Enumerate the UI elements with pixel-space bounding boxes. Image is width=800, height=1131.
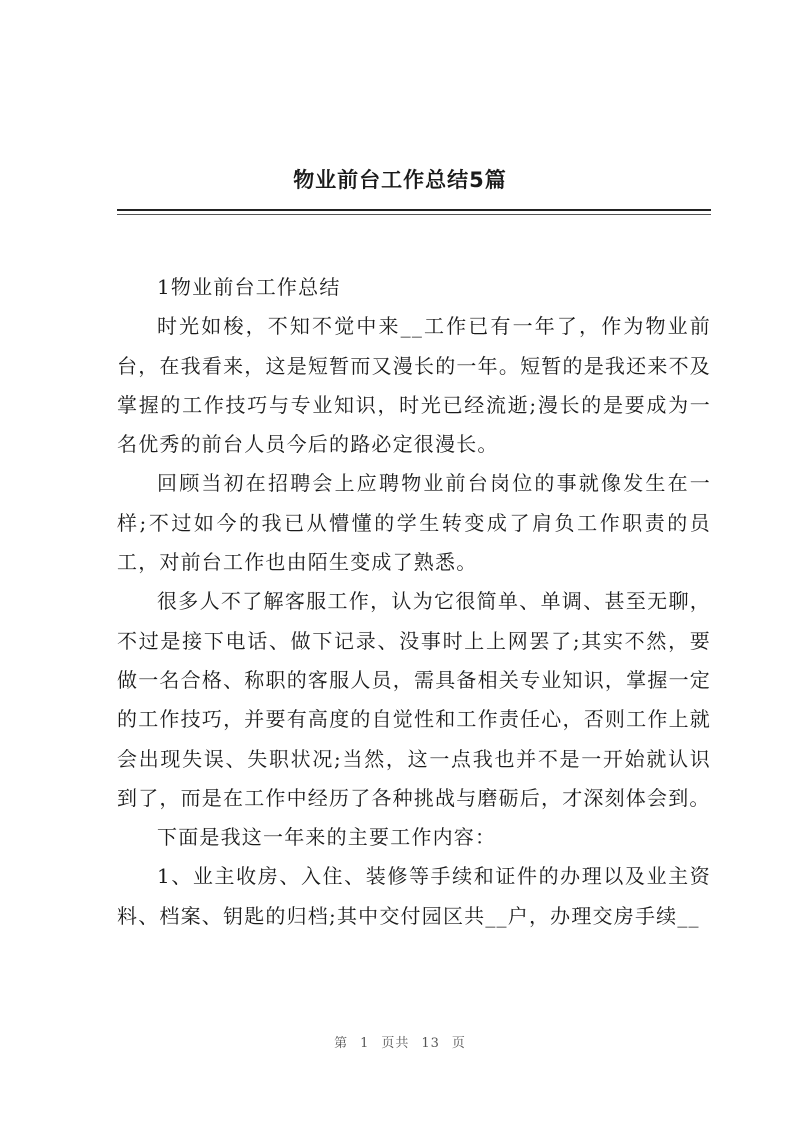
- document-body: [117, 268, 711, 936]
- paragraph-2: 回顾当初在招聘会上应聘物业前台岗位的事就像发生在一样;不过如今的我已从懵懂的学生转变成了肩负工作职责的员工，对前台工作也由陌生变成了熟悉。: [117, 471, 711, 575]
- paragraph-4: 下面是我这一年来的主要工作内容：: [157, 825, 497, 850]
- title-divider-thin: [117, 214, 711, 215]
- footer-middle: 页共: [381, 1036, 410, 1051]
- footer-page-number: 1: [360, 1036, 370, 1051]
- section-heading: 1物业前台工作总结: [157, 275, 341, 299]
- paragraph-5: 1、业主收房、入住、装修等手续和证件的办理以及业主资料、档案、钥匙的归档;其中交付园区共__户，办理交房手续__: [117, 864, 711, 928]
- footer-prefix: 第: [334, 1036, 349, 1051]
- title-divider: [117, 209, 711, 211]
- document-title: 物业前台工作总结5篇: [293, 168, 507, 192]
- paragraph-3: 很多人不了解客服工作，认为它很简单、单调、甚至无聊，不过是接下电话、做下记录、没事时上上网罢了;其实不然，要做一名合格、称职的客服人员，需具备相关专业知识，掌握一定的工作技巧，并要有高度的自觉性和工作责任心，否则工作上就会出现失误、失职状况;当然，这一点我也并不是一开始就认识到了，而是在工作中经历了各种挑战与磨砺后，才深刻体会到。: [117, 589, 711, 810]
- paragraph-1: 时光如梭，不知不觉中来__工作已有一年了，作为物业前台，在我看来，这是短暂而又漫长的一年。短暂的是我还来不及掌握的工作技巧与专业知识，时光已经流逝;漫长的是要成为一名优秀的前台人员今后的路必定很漫长。: [117, 314, 711, 457]
- footer-total-pages: 13: [421, 1036, 440, 1051]
- page-footer: [0, 1032, 800, 1051]
- footer-suffix: 页: [451, 1036, 466, 1051]
